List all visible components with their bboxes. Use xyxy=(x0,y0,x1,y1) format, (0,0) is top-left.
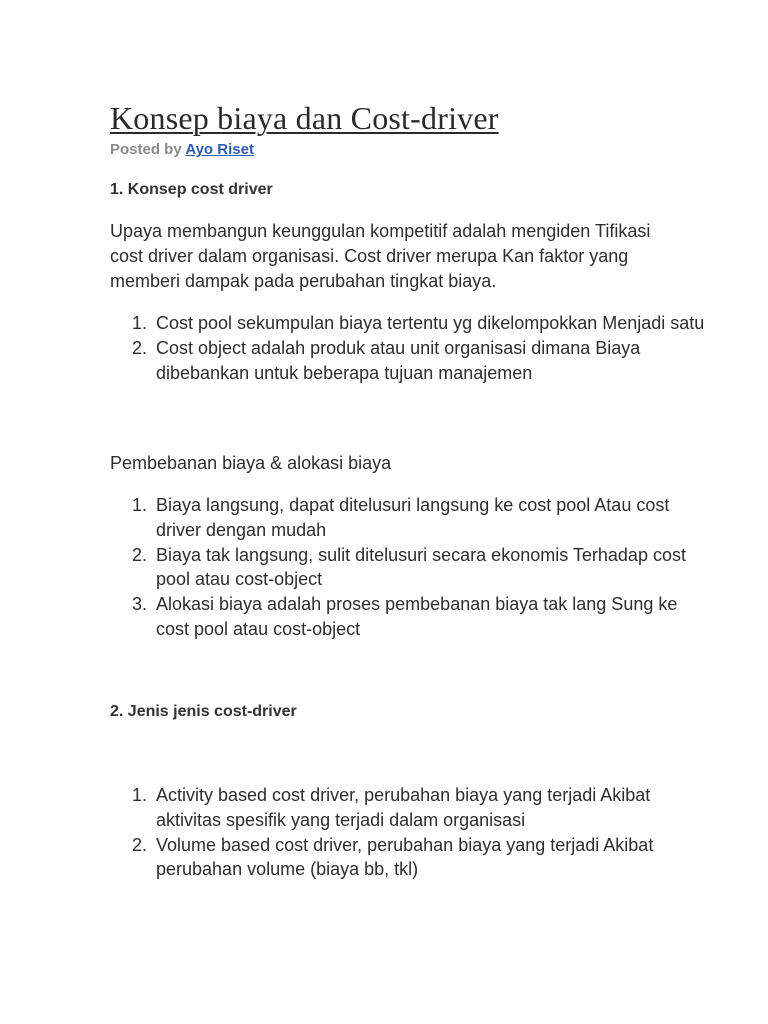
list-item xyxy=(110,493,710,543)
list-item xyxy=(110,592,710,642)
list-item xyxy=(110,336,710,386)
byline xyxy=(110,141,254,158)
list-item-number: 1. xyxy=(132,495,148,515)
list-item xyxy=(110,833,710,883)
cost-driver-types-list xyxy=(110,783,710,882)
list-item-number: 1. xyxy=(132,313,148,333)
section-2-heading: 2. Jenis jenis cost-driver xyxy=(110,703,297,720)
section-1-heading: 1. Konsep cost driver xyxy=(110,181,273,198)
list-item-text: Cost object adalah produk atau unit organisasi dimana Biaya dibebankan untuk beberapa tujuan manajemen xyxy=(156,337,641,383)
author-link[interactable]: Ayo Riset xyxy=(185,141,254,158)
list-item-number: 3. xyxy=(132,594,148,615)
cost-concept-list xyxy=(110,311,710,385)
list-item-number: 2. xyxy=(132,834,148,855)
byline-prefix: Posted by xyxy=(110,141,182,158)
list-item-text: Activity based cost driver, perubahan biaya yang terjadi Akibat aktivitas spesifik yang terjadi dalam organisasi xyxy=(156,785,651,830)
allocation-list xyxy=(110,493,710,642)
list-item-number: 2. xyxy=(132,337,148,358)
subheading-allocation: Pembebanan biaya & alokasi biaya xyxy=(110,453,392,473)
list-item-text: Alokasi biaya adalah proses pembebanan biaya tak lang Sung ke cost pool atau cost-object xyxy=(156,594,678,639)
intro-paragraph: Upaya membangun keunggulan kompetitif adalah mengiden Tifikasi cost driver dalam organisasi. Cost driver merupa Kan faktor yang memberi dampak pada perubahan tingkat biaya. xyxy=(110,221,651,291)
document-title: Konsep biaya dan Cost-driver xyxy=(110,100,499,136)
list-item xyxy=(110,311,710,336)
list-item-text: Biaya tak langsung, sulit ditelusuri secara ekonomis Terhadap cost pool atau cost-object xyxy=(156,544,686,590)
list-item-number: 1. xyxy=(132,785,148,805)
list-item-text: Cost pool sekumpulan biaya tertentu yg dikelompokkan Menjadi satu xyxy=(156,313,705,333)
list-item-text: Biaya langsung, dapat ditelusuri langsung ke cost pool Atau cost driver dengan mudah xyxy=(156,495,670,540)
list-item xyxy=(110,543,710,593)
list-item-text: Volume based cost driver, perubahan biaya yang terjadi Akibat perubahan volume (biaya bb, tkl) xyxy=(156,834,654,880)
list-item-number: 2. xyxy=(132,544,148,565)
list-item xyxy=(110,783,710,833)
